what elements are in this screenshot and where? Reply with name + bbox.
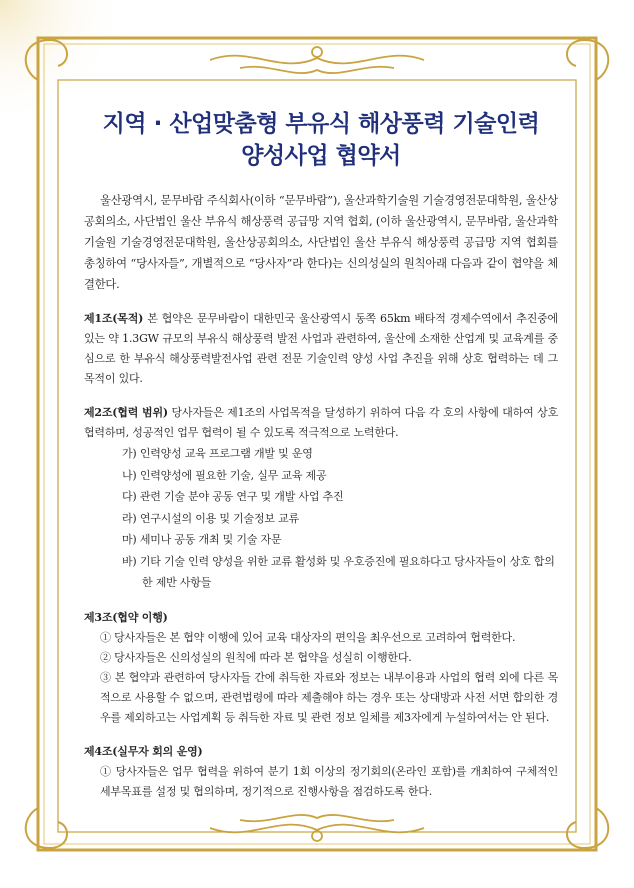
title-line-1: 지역 · 산업맞춤형 부유식 해상풍력 기술인력 <box>102 111 540 137</box>
list-item: ① 당사자들은 업무 협력을 위하여 분기 1회 이상의 정기회의(온라인 포함)를 개최하여 구체적인 세부목표를 설정 및 협의하며, 정기적으로 진행사항을 점검하도록 한다. <box>100 764 558 798</box>
list-item: ② 당사자들은 신의성실의 원칙에 따라 본 협약을 성실히 이행한다. <box>100 650 412 664</box>
intro-paragraph: 울산광역시, 문무바람 주식회사(이하 “문무바람”), 울산과학기술원 기술경영전문대학원, 울산상공회의소, 사단법인 울산 부유식 해상풍력 공급망 지역 협회, (이하 울산광역시, 문무바람, 울산과학기술원 기술경영전문대학원, 울산상공회의소, 사단법인 울산 부유식 해상풍력 공급망 지역 협회를 총칭하여 “당사자들”, 개별적으로 “당사자”라 한다)는 신의성실의 원칙아래 다음과 같이 협약을 체결한다. <box>84 194 558 291</box>
article-2 <box>84 403 558 594</box>
agreement-content <box>84 108 558 802</box>
article-1-heading: 제1조(목적) <box>84 312 144 325</box>
article-3-heading: 제3조(협약 이행) <box>84 610 168 624</box>
list-item: 라) 연구시설의 이용 및 기술정보 교류 <box>122 511 299 525</box>
title-line-2: 양성사업 협약서 <box>241 143 401 169</box>
article-2-body: 당사자들은 제1조의 사업목적을 달성하기 위하여 다음 각 호의 사항에 대하여 상호 협력하며, 성공적인 업무 협력이 될 수 있도록 적극적으로 노력한다. <box>84 406 558 439</box>
article-4-heading: 제4조(실무자 회의 운영) <box>84 744 203 758</box>
list-item: 가) 인력양성 교육 프로그램 개발 및 운영 <box>122 447 313 460</box>
list-item: 바) 기타 기술 인력 양성을 위한 교류 활성화 및 우호증진에 필요하다고 당사자들이 상호 합의한 제반 사항들 <box>122 554 555 589</box>
list-item: 다) 관련 기술 분야 공동 연구 및 개발 사업 추진 <box>122 490 344 503</box>
document-title <box>84 108 558 172</box>
list-item: 마) 세미나 공동 개최 및 기술 자문 <box>122 533 282 546</box>
article-4 <box>84 742 558 802</box>
list-item: ③ 본 협약과 관련하여 당사자들 간에 취득한 자료와 정보는 내부이용과 사업의 협력 외에 다른 목적으로 사용할 수 없으며, 관련법령에 따라 제출해야 하는 경우 또는 상대방과 사전 서면 합의한 경우를 제외하고는 사업계획 등 취득한 자료 및 관련 정보 일체를 제3자에게 누설하여서는 안 된다. <box>100 670 558 724</box>
list-item: ① 당사자들은 본 협약 이행에 있어 교육 대상자의 편익을 최우선으로 고려하여 협력한다. <box>100 630 516 644</box>
article-1 <box>84 309 558 389</box>
article-2-heading: 제2조(협력 범위) <box>84 406 168 419</box>
article-3 <box>84 608 558 728</box>
article-1-body: 본 협약은 문무바람이 대한민국 울산광역시 동쪽 65km 배타적 경제수역에서 추진중에 있는 약 1.3GW 규모의 부유식 해상풍력 발전 사업과 관련하여, 울산에 소재한 산업계 및 교육계를 중심으로 한 부유식 해상풍력발전사업 관련 전문 기술인력 양성 사업 추진을 위해 상호 협력하는 데 그 목적이 있다. <box>84 312 558 385</box>
list-item: 나) 인력양성에 필요한 기술, 실무 교육 제공 <box>122 468 327 482</box>
